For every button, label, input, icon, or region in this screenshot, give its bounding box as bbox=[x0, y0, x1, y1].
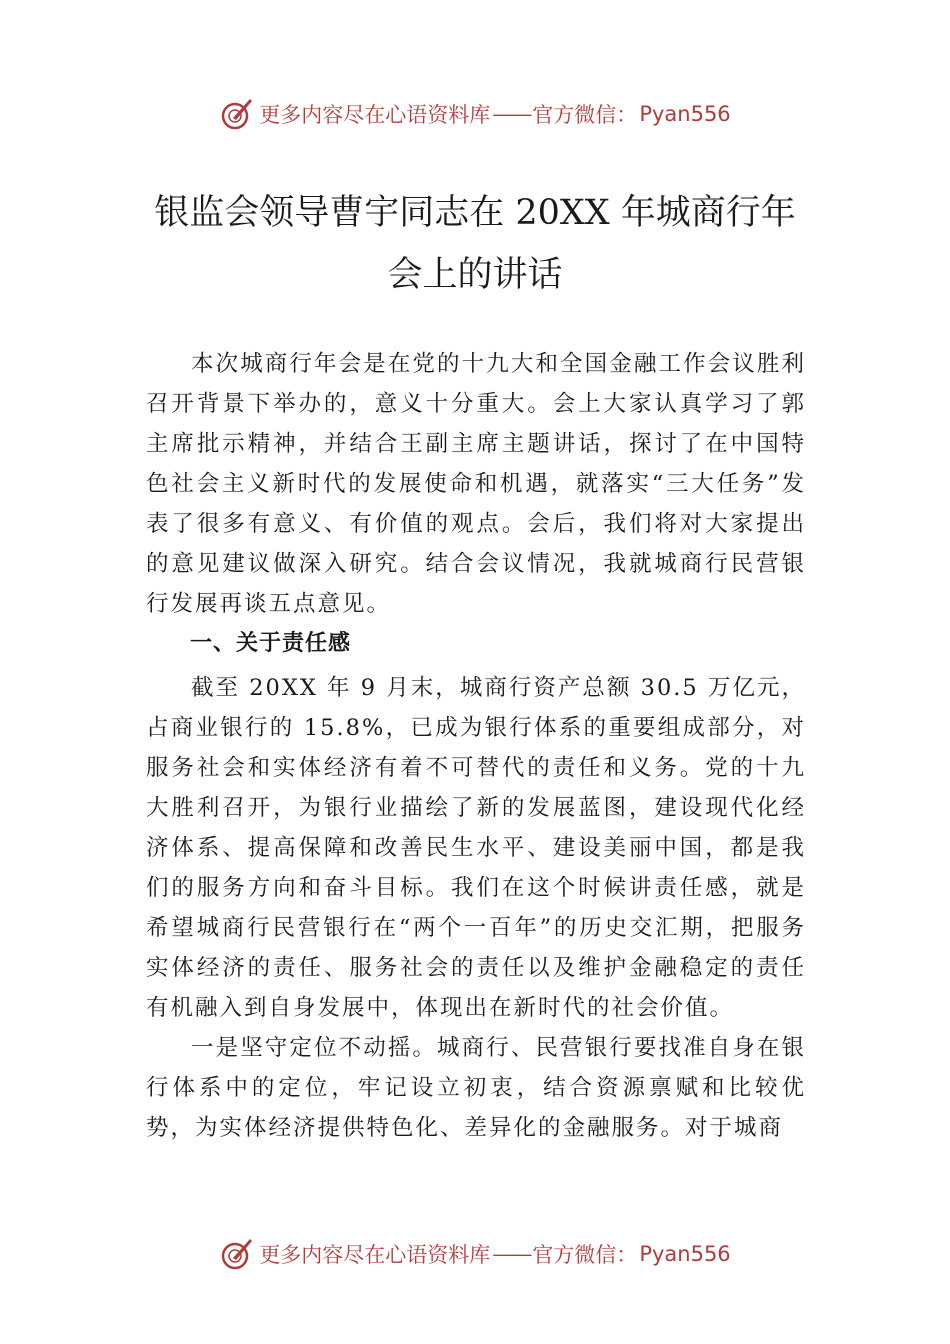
watermark-library-text: 更多内容尽在心语资料库 bbox=[259, 1243, 491, 1267]
section-heading-1: 一、关于责任感 bbox=[190, 631, 352, 656]
body-paragraph-2: 截至 20XX 年 9 月末，城商行资产总额 30.5 万亿元，占商业银行的 15.8%，已成为银行体系的重要组成部分，对服务社会和实体经济有着不可替代的责任和义务。党的十九大胜利召开，为银行业描绘了新的发展蓝图，建设现代化经济体系、提高保障和改善民生水平、建设美丽中国，都是我们的服务方向和奋斗目标。我们在这个时候讲责任感，就是希望城商行民营银行在“两个一百年”的历史交汇期，把服务实体经济的责任、服务社会的责任以及维护金融稳定的责任有机融入到自身发展中，体现出在新时代的社会价值。 bbox=[146, 675, 806, 1021]
document-title bbox=[120, 182, 830, 306]
watermark-library-text: 更多内容尽在心语资料库 bbox=[259, 103, 491, 127]
body-paragraph-3: 一是坚守定位不动摇。城商行、民营银行要找准自身在银行体系中的定位，牢记设立初衷，结合资源禀赋和比较优势，为实体经济提供特色化、差异化的金融服务。对于城商 bbox=[146, 1035, 806, 1141]
quill-seal-icon bbox=[219, 96, 255, 132]
watermark-wechat-label: 官方微信： bbox=[532, 1243, 638, 1267]
title-line-1: 银监会领导曹宇同志在 20XX 年城商行年 bbox=[154, 193, 796, 233]
watermark-dash: —— bbox=[492, 1242, 531, 1266]
header-watermark bbox=[0, 94, 950, 134]
quill-seal-icon bbox=[219, 1236, 255, 1272]
body-paragraph-1: 本次城商行年会是在党的十九大和全国金融工作会议胜利召开背景下举办的，意义十分重大。会上大家认真学习了郭主席批示精神，并结合王副主席主题讲话，探讨了在中国特色社会主义新时代的发展使命和机遇，就落实“三大任务”发表了很多有意义、有价值的观点。会后，我们将对大家提出的意见建议做深入研究。结合会议情况，我就城商行民营银行发展再谈五点意见。 bbox=[146, 351, 806, 617]
watermark-wechat-label: 官方微信： bbox=[532, 103, 638, 127]
title-line-2: 会上的讲话 bbox=[387, 255, 563, 295]
footer-watermark bbox=[0, 1234, 950, 1274]
document-body bbox=[146, 344, 806, 1148]
watermark-wechat-id: Pyan556 bbox=[639, 1242, 731, 1266]
watermark-dash: —— bbox=[492, 102, 531, 126]
watermark-wechat-id: Pyan556 bbox=[639, 102, 731, 126]
